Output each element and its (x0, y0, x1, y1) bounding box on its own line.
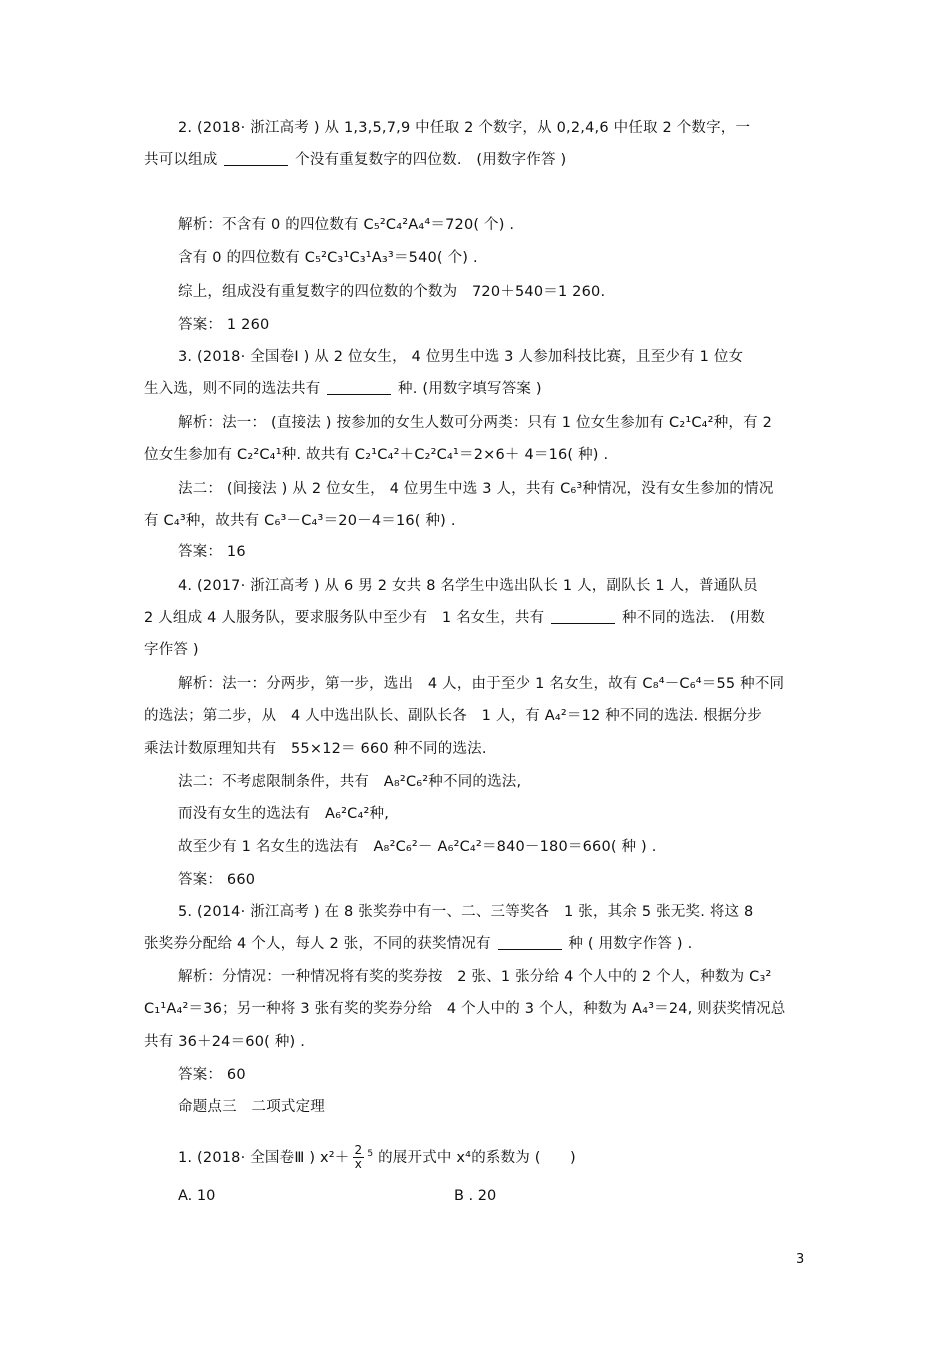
q4-line-2-end: 种不同的选法. (用数 (621, 610, 765, 626)
q2-line-1: 2. (2018· 浙江高考 ) 从 1,3,5,7,9 中任取 2 个数字，从 0,2,4,6 中任取 2 个数字，一 (178, 120, 751, 136)
q4-solution-2: 的选法；第二步，从 4 人中选出队长、副队长各 1 人，有 A₄²＝12 种不同的选法. 根据分步 (144, 708, 762, 724)
q2-line-2-end: 个没有重复数字的四位数. (用数字作答 ) (295, 152, 567, 168)
q3-line-1: 3. (2018· 全国卷Ⅰ ) 从 2 位女生， 4 位男生中选 3 人参加科技比赛，且至少有 1 位女 (178, 349, 744, 365)
q5-solution-3: 共有 36＋24＝60( 种) . (144, 1034, 306, 1050)
binomial-power: 5 (367, 1149, 374, 1159)
q5-solution-1: 解析：分情况：一种情况将有奖的奖券按 2 张、1 张分给 4 个人中的 2 个人，种数为 C₃² (178, 969, 772, 985)
q3-line-2 (144, 379, 542, 399)
answer-blank (498, 935, 562, 950)
q3-solution-1: 解析：法一： (直接法 ) 按参加的女生人数可分两类：只有 1 位女生参加有 C₂¹C₄²种，有 2 (178, 415, 773, 431)
q4-solution-4: 法二：不考虑限制条件，共有 A₈²C₆²种不同的选法, (178, 774, 522, 790)
q4-line-1: 4. (2017· 浙江高考 ) 从 6 男 2 女共 8 名学生中选出队长 1 人，副队长 1 人，普通队员 (178, 578, 758, 594)
binomial-base: x²＋ (320, 1149, 350, 1166)
q5-solution-2: C₁¹A₄²＝36；另一种将 3 张有奖的奖券分给 4 个人中的 3 个人，种数为 A₄³＝24, 则获奖情况总 (144, 1001, 786, 1017)
q4-solution-5: 而没有女生的选法有 A₆²C₄²种, (178, 806, 390, 822)
q5-line-2 (144, 934, 692, 954)
q5-line-1: 5. (2014· 浙江高考 ) 在 8 张奖券中有一、二、三等奖各 1 张，其余 5 张无奖. 将这 8 (178, 904, 754, 920)
q4-solution-3: 乘法计数原理知共有 55×12＝ 660 种不同的选法. (144, 741, 487, 757)
q2-answer: 答案： 1 260 (178, 317, 270, 333)
q5-answer: 答案： 60 (178, 1067, 246, 1083)
q3-solution-2: 位女生参加有 C₂²C₄¹种. 故共有 C₂¹C₄²＋C₂²C₄¹＝2×6＋ 4＝16( 种) . (144, 447, 609, 463)
q5-line-2-end: 种 ( 用数字作答 ) . (568, 936, 693, 952)
q3-solution-4: 有 C₄³种，故共有 C₆³－C₄³＝20－4＝16( 种) . (144, 513, 456, 529)
q2-line-2 (144, 150, 566, 170)
q4-solution-1: 解析：法一：分两步，第一步，选出 4 人，由于至少 1 名女生，故有 C₈⁴－C₆⁴＝55 种不同 (178, 676, 785, 692)
q3-line-2-start: 生入选，则不同的选法共有 (144, 381, 321, 397)
q2-solution-2: 含有 0 的四位数有 C₅²C₃¹C₃¹A₃³＝540( 个) . (178, 250, 478, 266)
q3-line-2-end: 种. (用数字填写答案 ) (398, 381, 542, 397)
answer-blank (224, 151, 288, 166)
q5-line-2-start: 张奖券分配给 4 个人，每人 2 张，不同的获奖情况有 (144, 936, 491, 952)
option-a: A. 10 (178, 1188, 216, 1204)
answer-blank (327, 380, 391, 395)
option-b: B . 20 (454, 1188, 497, 1204)
binomial-question-suffix: 的展开式中 x⁴的系数为 ( ) (378, 1149, 576, 1166)
q2-line-2-start: 共可以组成 (144, 152, 218, 168)
binomial-question-prefix: 1. (2018· 全国卷Ⅲ ) (178, 1149, 316, 1166)
q4-line-2-start: 2 人组成 4 人服务队，要求服务队中至少有 1 名女生，共有 (144, 610, 545, 626)
q4-line-2 (144, 608, 765, 628)
fraction (353, 1144, 365, 1171)
fraction-denominator: x (354, 1157, 363, 1172)
answer-blank (551, 609, 615, 624)
q3-answer: 答案： 16 (178, 544, 246, 560)
q3-solution-3: 法二： (间接法 ) 从 2 位女生， 4 位男生中选 3 人，共有 C₆³种情况，没有女生参加的情况 (178, 481, 774, 497)
binomial-question (178, 1140, 576, 1172)
q2-solution-1: 解析：不含有 0 的四位数有 C₅²C₄²A₄⁴＝720( 个) . (178, 217, 515, 233)
q4-answer: 答案： 660 (178, 872, 256, 888)
section-heading: 命题点三 二项式定理 (178, 1099, 325, 1115)
q4-solution-6: 故至少有 1 名女生的选法有 A₈²C₆²－ A₆²C₄²＝840－180＝660( 种 ) . (178, 839, 657, 855)
fraction-numerator: 2 (354, 1143, 363, 1158)
q2-solution-3: 综上，组成没有重复数字的四位数的个数为 720＋540＝1 260. (178, 284, 606, 300)
q4-line-3: 字作答 ) (144, 642, 199, 658)
page-number: 3 (796, 1252, 805, 1267)
